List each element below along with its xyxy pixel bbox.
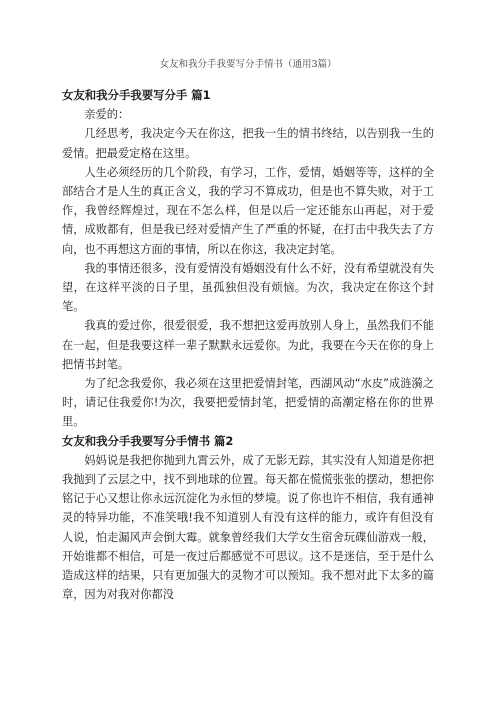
salutation: 亲爱的：: [84, 108, 130, 122]
section-heading: 女友和我分手我要写分手 篇1: [62, 88, 211, 102]
paragraph: 为了纪念我爱你，我必须在这里把爱情封笔，西湖风动“水皮”成涟漪之时，请记住我爱你!为次，我要把爱情封笔，把爱情的高潮定格在你的世界里。: [62, 377, 434, 429]
section-heading: 女友和我分手我要写分手情书 篇2: [62, 433, 234, 448]
section-1: [62, 86, 434, 432]
paragraph: 我的事情还很多，没有爱情没有婚姻没有什么不好，没有希望就没有失望，在这样平淡的日子里，虽孤独但没有烦恼。为次，我决定在你这个封笔。: [62, 261, 434, 314]
paragraph: 妈妈说是我把你抛到九霄云外，成了无影无踪，其实没有人知道是你把我抛到了云层之中，找不到地球的位置。每天都在慌慌张张的摆动，想把你铭记于心又想让你永远沉淀化为永恒的梦境。说了你也许不相信，我有通神灵的特异功能，不准笑哦!我不知道别人有没有这样的能力，或许有但没有人说，怕走漏风声会倒大霉。就象曾经我们大学女生宿舍玩碟仙游戏一般，开始谁都不相信，可是一夜过后都感觉不可思议。这不是迷信，至于是什么造成这样的结果，只有更加强大的灵物才可以预知。我不想对此下太多的篇章，因为对我对你都没: [62, 453, 434, 602]
paragraph: 人生必须经历的几个阶段，有学习，工作，爱情，婚姻等等，这样的全部结合才是人生的真正含义，我的学习不算成功，但是也不算失败，对于工作，我曾经辉煌过，现在不怎么样，但是以后一定还能东山再起，对于爱情，成败都有，但是我已经对爱情产生了严重的怀疑，在打击中我失去了方向，也不再想这方面的事情，所以在你这，我决定封笔。: [62, 165, 434, 256]
paragraph: 几经思考，我决定今天在你这，把我一生的情书终结，以告别我一生的爱情。把最爱定格在这里。: [62, 127, 434, 160]
paragraph: 我真的爱过你，很爱很爱，我不想把这爱再放别人身上，虽然我们不能在一起，但是我要这样一辈子默默永远爱你。为此，我要在今天在你的身上把情书封笔。: [62, 319, 434, 371]
page-header: 女友和我分手我要写分手情书（通用3篇）: [159, 59, 337, 70]
document-body: [62, 86, 434, 604]
section-2: [62, 432, 434, 605]
